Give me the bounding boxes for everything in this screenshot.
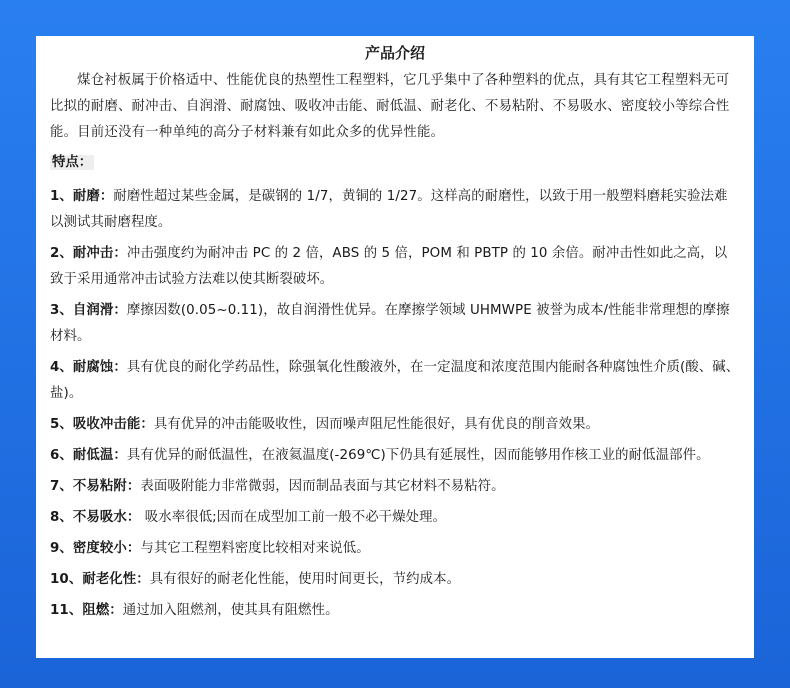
product-intro-card bbox=[36, 36, 754, 658]
feature-label: 6、耐低温： bbox=[50, 448, 127, 463]
feature-text: 具有优异的冲击能吸收性，因而噪声阻尼性能很好，具有优良的削音效果。 bbox=[153, 417, 600, 432]
feature-item bbox=[50, 184, 740, 236]
features-heading: 特点： bbox=[52, 155, 93, 170]
feature-text: 摩擦因数(0.05~0.11)，故自润滑性优异。在摩擦学领域 UHMWPE 被誉为成本/性能非常理想的摩擦材料。 bbox=[50, 303, 730, 344]
feature-label: 7、不易粘附： bbox=[50, 479, 141, 494]
feature-label: 9、密度较小： bbox=[50, 541, 141, 556]
feature-text: 具有很好的耐老化性能，使用时间更长，节约成本。 bbox=[149, 572, 461, 587]
feature-text: 表面吸附能力非常微弱，因而制品表面与其它材料不易粘符。 bbox=[140, 479, 505, 494]
feature-item bbox=[50, 412, 740, 438]
feature-item bbox=[50, 298, 740, 350]
feature-text: 吸水率很低;因而在成型加工前一般不必干燥处理。 bbox=[140, 510, 447, 525]
feature-item bbox=[50, 505, 740, 531]
feature-item bbox=[50, 567, 740, 593]
feature-text: 具有优异的耐低温性，在液氦温度(-269℃)下仍具有延展性，因而能够用作核工业的耐低温部件。 bbox=[126, 448, 710, 463]
feature-label: 11、阻燃： bbox=[50, 603, 123, 618]
feature-item bbox=[50, 443, 740, 469]
feature-text: 与其它工程塑料密度比较相对来说低。 bbox=[140, 541, 370, 556]
feature-item bbox=[50, 536, 740, 562]
feature-item bbox=[50, 241, 740, 293]
feature-item bbox=[50, 355, 740, 407]
feature-text: 具有优良的耐化学药品性，除强氧化性酸液外，在一定温度和浓度范围内能耐各种腐蚀性介质(酸、碱、盐)。 bbox=[50, 360, 740, 401]
feature-item bbox=[50, 474, 740, 500]
feature-text: 冲击强度约为耐冲击 PC 的 2 倍，ABS 的 5 倍，POM 和 PBTP 的 10 余倍。耐冲击性如此之高，以致于采用通常冲击试验方法难以使其断裂破坏。 bbox=[50, 246, 728, 287]
intro-paragraph: 煤仓衬板属于价格适中、性能优良的热塑性工程塑料，它几乎集中了各种塑料的优点，具有其它工程塑料无可比拟的耐磨、耐冲击、自润滑、耐腐蚀、吸收冲击能、耐低温、耐老化、不易粘附、不易吸水、密度较小等综合性能。目前还没有一种单纯的高分子材料兼有如此众多的优异性能。 bbox=[50, 73, 730, 140]
feature-label: 5、吸收冲击能： bbox=[50, 417, 154, 432]
feature-label: 2、耐冲击： bbox=[50, 246, 127, 261]
features-list bbox=[50, 184, 740, 624]
feature-label: 1、耐磨： bbox=[50, 189, 114, 204]
feature-label: 10、耐老化性： bbox=[50, 572, 150, 587]
feature-text: 耐磨性超过某些金属，是碳钢的 1/7，黄铜的 1/27。这样高的耐磨性，以致于用一般塑料磨耗实验法难以测试其耐磨程度。 bbox=[50, 189, 728, 230]
feature-text: 通过加入阻燃剂，使其具有阻燃性。 bbox=[122, 603, 339, 618]
feature-label: 4、耐腐蚀： bbox=[50, 360, 127, 375]
feature-label: 8、不易吸水： bbox=[50, 510, 141, 525]
feature-item bbox=[50, 598, 740, 624]
page-title: 产品介绍 bbox=[364, 44, 425, 62]
feature-label: 3、自润滑： bbox=[50, 303, 127, 318]
